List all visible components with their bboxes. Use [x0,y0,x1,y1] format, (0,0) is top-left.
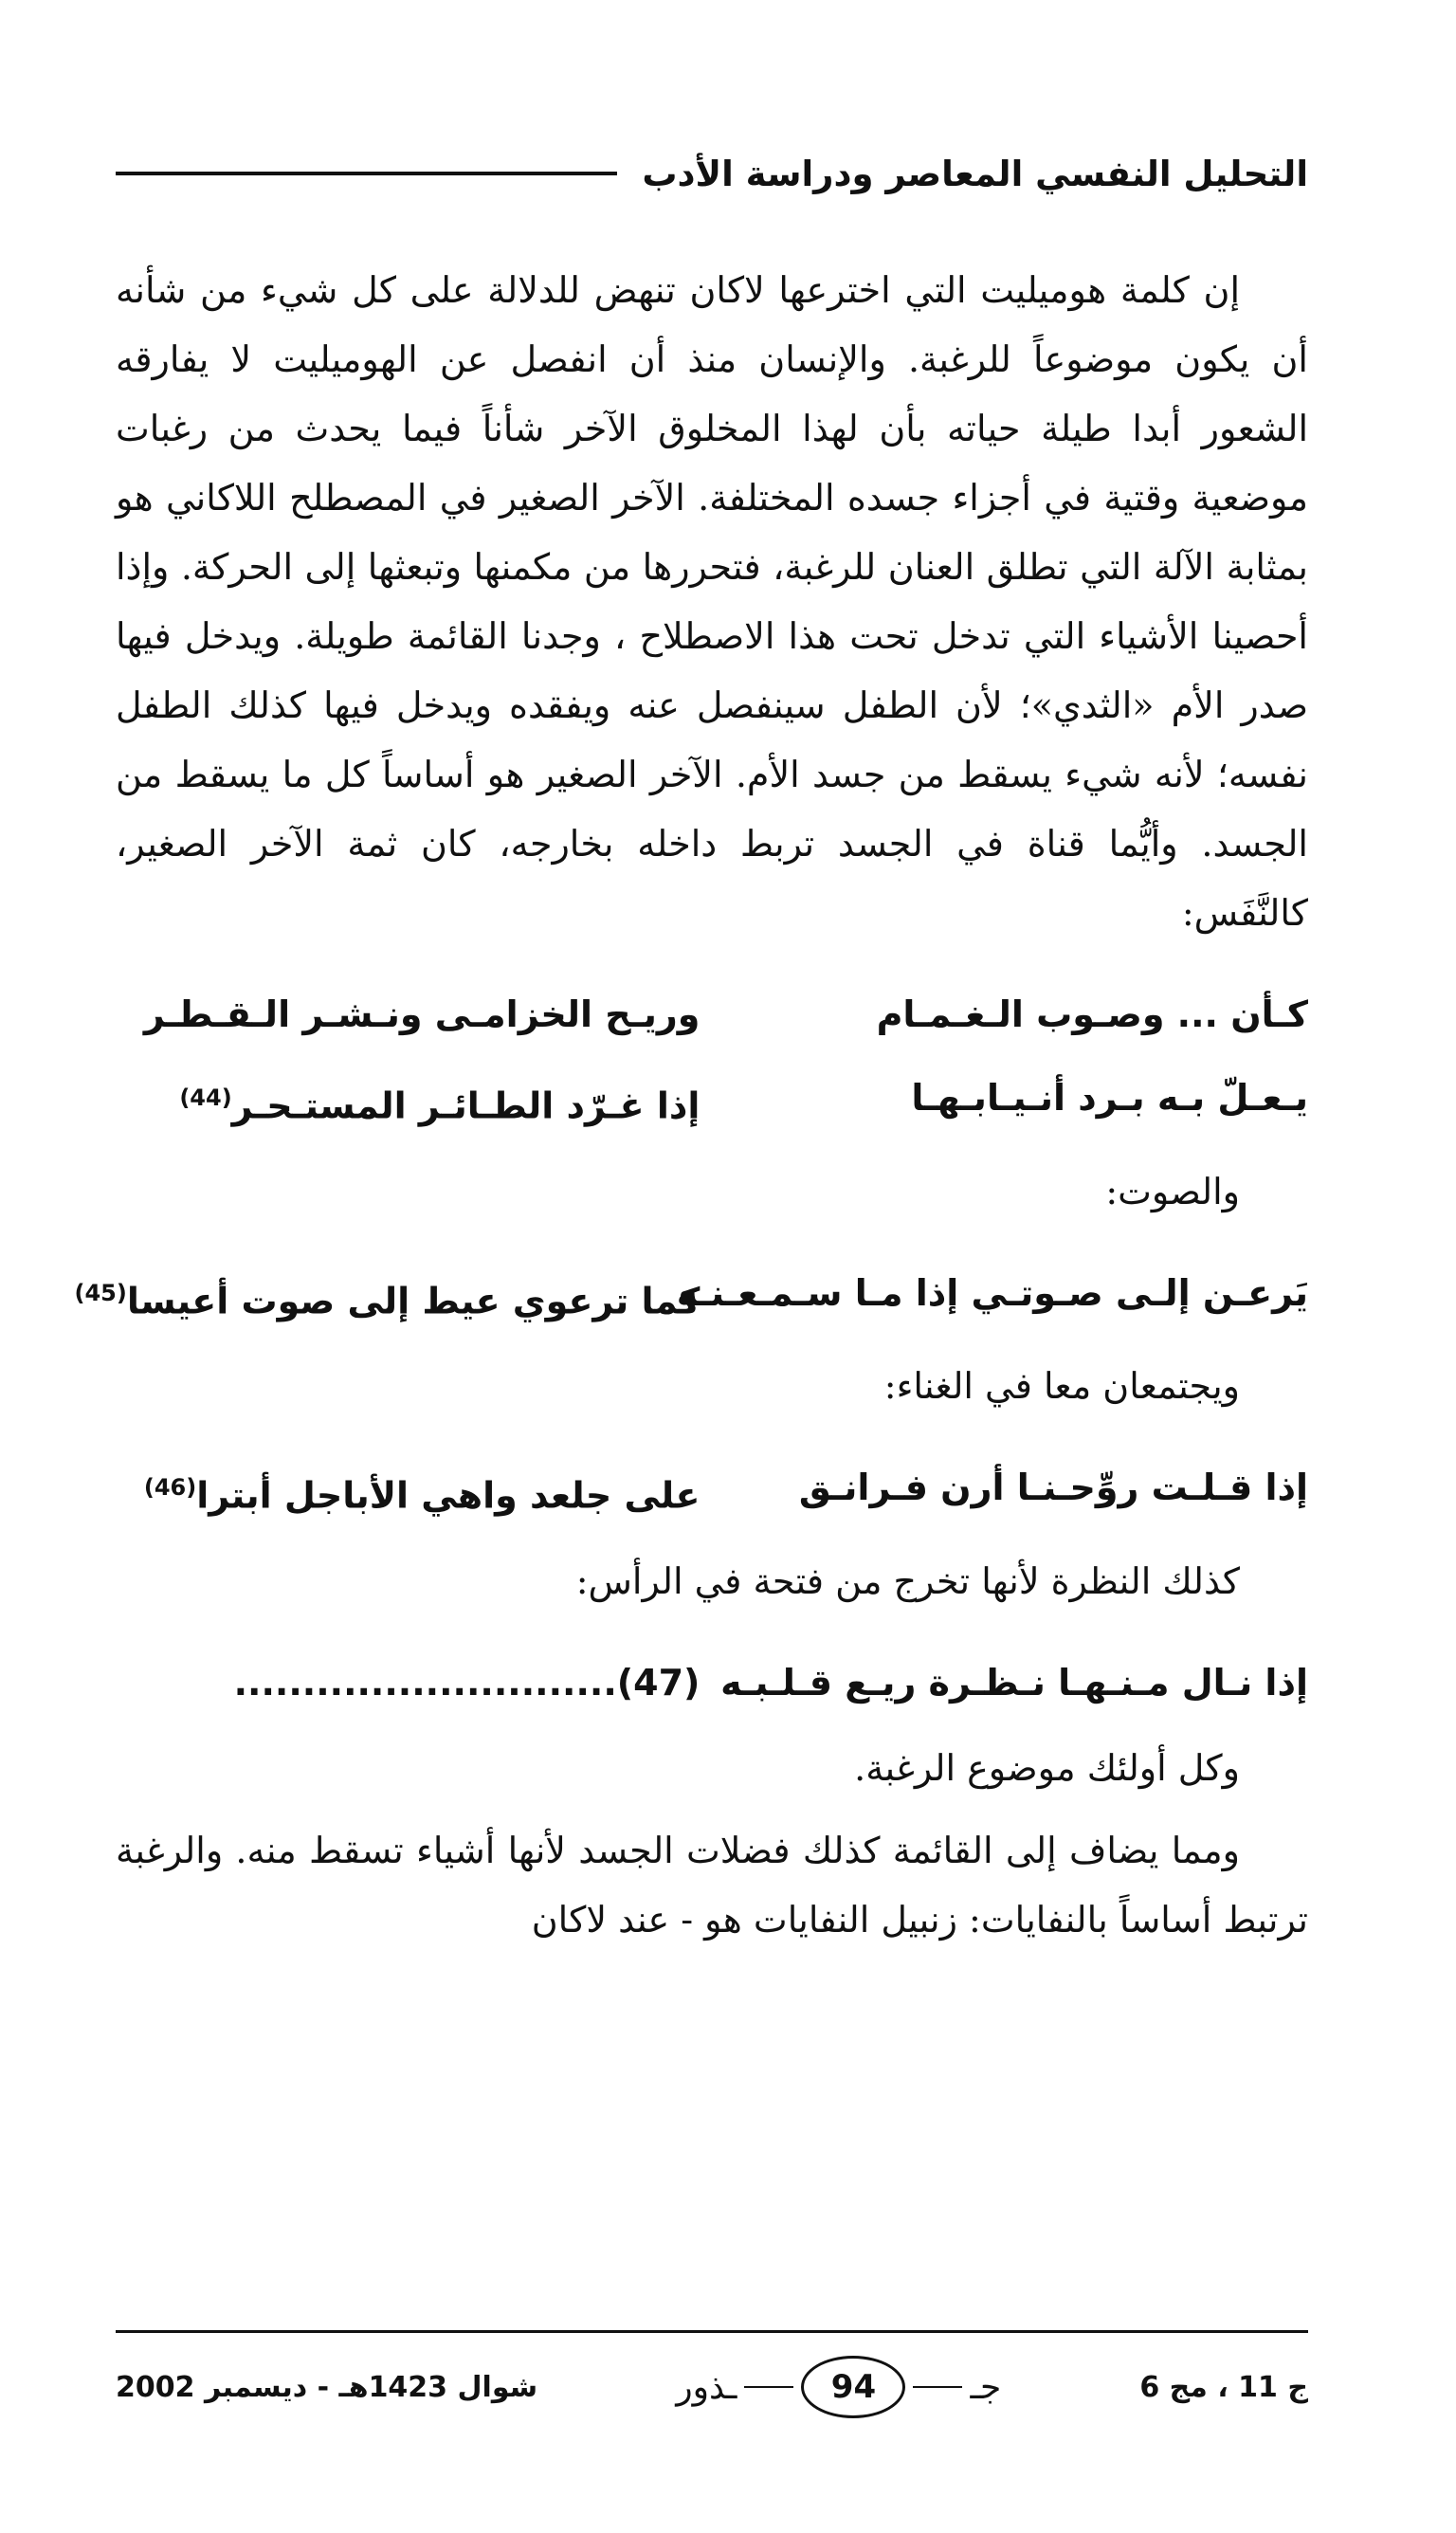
footer-rule [116,2330,1308,2333]
verse-block-gaze [116,1641,1308,1724]
header-rule [116,172,617,175]
main-text [74,256,1308,1955]
intro-singing: ويجتمعان معا في الغناء: [883,1365,1240,1408]
journal-logo [676,2356,1001,2418]
verse-hemistich-second: (47)............................ [233,1661,701,1704]
issue-info: ج 11 ، مج 6 [1139,2370,1308,2404]
verse-block-breath [116,973,1308,1148]
running-title: التحليل النفسي المعاصر ودراسة الأدب [642,153,1308,194]
paragraph-last: ومما يضاف إلى القائمة كذلك فضلات الجسد لأنها أشياء تسقط منه. والرغبة ترتبط أساساً بالنفايات: زنبيل النفايات هو - عند لاكان [116,1829,1308,1941]
verse-hemistich-first: يـعـلّ بـه بـرد أنـيـابـهـا [911,1077,1308,1119]
document-page [74,0,1308,2533]
intro-sound: والصوت: [1105,1170,1240,1212]
verse-hemistich-first: كـأن ... وصـوب الـغـمـام [876,993,1308,1035]
verse-text: إذا غـرّد الطـائـر المستـحـر [231,1084,701,1127]
page-number: 94 [801,2356,905,2418]
verse-line [116,1056,1308,1148]
intro-gaze: كذلك النظرة لأنها تخرج من فتحة في الرأس: [575,1559,1240,1602]
verse-text: على جلعد واهي الأباجل أبترا [196,1474,701,1517]
footnote-ref: (44) [179,1084,232,1111]
verse-block-sound [74,1251,1308,1343]
verse-hemistich-second [116,1056,700,1148]
verse-block-singing [116,1446,1308,1538]
logo-text-end: ـذور [676,2367,737,2407]
logo-line [744,2386,793,2388]
verse-line [116,1641,1308,1724]
verse-hemistich-second: وريـح الخزامـى ونـشـر الـقـطـر [143,993,701,1035]
verse-hemistich-first: يَرعـن إلـى صـوتـي إذا مـا سـمـعـنـه [676,1271,1308,1314]
verse-line [74,1251,1308,1343]
issue-date: شوال 1423هـ - ديسمبر 2002 [116,2370,538,2404]
paragraph-main: إن كلمة هوميليت التي اخترعها لاكان تنهض للدلالة على كل شيء من شأنه أن يكون موضوعاً للرغبة. والإنسان منذ أن انفصل عن الهوميليت لا يفارقه الشعور أبدا طيلة حياته بأن لهذا المخلوق الآخر شأناً فيما يحدث من رغبات موضعية وقتية في أجزاء جسده المختلفة. الآخر الصغير في المصطلح اللاكاني هو بمثابة الآلة التي تطلق العنان للرغبة، فتحررها من مكمنها وتبعثها إلى الحركة. وإذا أحصينا الأشياء التي تدخل تحت هذا الاصطلاح ، وجدنا القائمة طويلة. ويدخل فيها صدر الأم «الثدي»؛ لأن الطفل سينفصل عنه ويفقده ويدخل فيها كذلك الطفل نفسه؛ لأنه شيء يسقط من جسد الأم. الآخر الصغير هو أساساً كل ما يسقط من الجسد. وأيُّما قناة في الجسد تربط داخله بخارجه، كان ثمة الآخر الصغير، كالنَّفَس: [116,269,1308,934]
page-footer [116,2349,1308,2425]
verse-hemistich-first: إذا نـال مـنـهـا نـظـرة ريـع قـلـبـه [720,1661,1308,1704]
verse-text: كما ترعوي عيط إلى صوت أعيسا [126,1280,701,1322]
verse-hemistich-second [116,1446,700,1538]
footnote-ref: (46) [143,1474,197,1502]
verse-line [116,973,1308,1056]
running-header [116,140,1308,207]
logo-line [913,2386,962,2388]
footnote-ref: (45) [74,1279,127,1306]
verse-hemistich-first: إذا قـلـت روِّحـنـا أرن فـرانـق [798,1467,1308,1509]
closing-line: وكل أولئك موضوع الرغبة. [854,1746,1240,1789]
logo-text-start: جـ [970,2367,1002,2407]
verse-hemistich-second [74,1251,701,1343]
verse-line [116,1446,1308,1538]
